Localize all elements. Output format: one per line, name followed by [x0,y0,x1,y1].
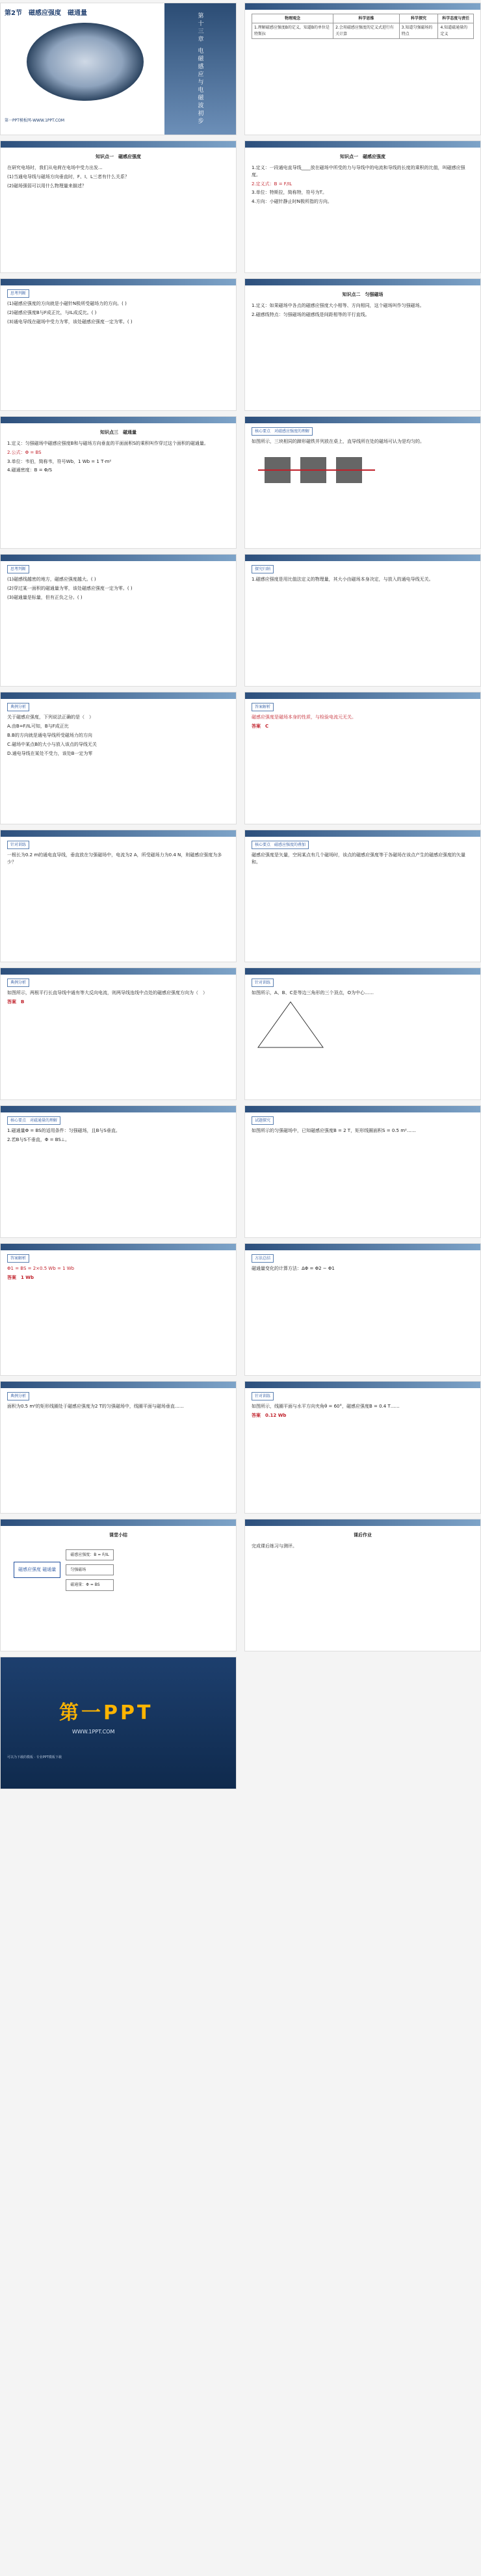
slide-bar [245,968,480,975]
slide-knowledge-1[interactable] [0,140,237,273]
slide-question: (2)磁场强弱可以用什么物理量来描述？ [7,183,86,189]
slide-question: (1)当通电导线与磁场方向垂直时，F、I、L三者有什么关系？ [7,174,129,179]
slide-inquiry[interactable] [244,1105,481,1238]
slide-tag: 典例分析 [7,979,29,987]
slide-bar [1,141,236,148]
option-item: D.通电导线在某处不受力，该处B一定为零 [7,750,93,756]
list-item: (3)磁通量是标量，但有正负之分。( ) [7,594,83,600]
slide-tag: 核心要点 对磁通量的理解 [7,1116,60,1125]
slide-example-3[interactable] [0,1381,237,1514]
slide-bar [1,692,236,699]
slide-knowledge-2[interactable] [244,278,481,411]
answer-text: 答案 B [7,999,25,1005]
slide-bar [245,279,480,285]
slide-bar [245,1382,480,1388]
slide-bar [245,1519,480,1526]
slide-bar [1,555,236,561]
slide-core-1[interactable] [244,416,481,549]
option-item: A.由B=F/IL可知，B与F成正比 [7,724,69,729]
list-item: 3.单位：韦伯，简称韦，符号Wb，1 Wb = 1 T·m² [7,458,112,464]
slide-heading: 知识点二 匀强磁场 [342,292,384,297]
slide-bar [1,417,236,423]
list-item: 1.定义：匀强磁场中磁感应强度B和与磁场方向垂直的平面面积S的乘积叫作穿过这个面积的磁通量。 [7,440,209,446]
list-item: 2.磁感线特点：匀强磁场的磁感线是间距相等的平行直线。 [252,311,370,317]
slide-training-1[interactable] [0,830,237,962]
slide-bar [245,1244,480,1250]
table-header: 科学态度与责任 [438,14,474,23]
formula-text: 2.定义式：B = F/IL [252,181,292,187]
slide-judge-1[interactable] [0,278,237,411]
slide-text: 完成课后练习与测评。 [252,1543,297,1549]
table-header: 物理观念 [252,14,333,23]
option-item: B.B的方向就是通电导线所受磁场力的方向 [7,732,92,738]
slide-text: 一根长为0.2 m的通电直导线，垂直放在匀强磁场中，电流为2 A，所受磁场力为0.4 N，则磁感应强度为多少？ [7,852,222,865]
slide-text: 如图所示，三块相同的蹄形磁铁并列放在桌上，直导线所在处的磁场可认为是均匀的。 [252,439,424,445]
slide-text: 1.磁通量Φ = BS的适用条件：匀强磁场，且B与S垂直。 [7,1128,120,1134]
slide-text: 1.磁感应强度是用比值法定义的物理量，其大小由磁场本身决定，与放入的通电导线无关。 [252,577,434,583]
list-item: (2)磁感应强度B与F成正比，与IL成反比。( ) [7,310,97,316]
slide-text: 面积为0.5 m²的矩形线圈处于磁感应强度为2 T的匀强磁场中，线圈平面与磁场垂直…… [7,1404,184,1410]
slide-training-2[interactable] [244,967,481,1100]
slide-tag: 针对训练 [7,841,29,849]
slide-tag: 思考判断 [7,565,29,573]
list-item: (1)磁感线越密的地方，磁感应强度越大。( ) [7,577,96,583]
slide-bar [245,1106,480,1112]
slide-tag: 针对训练 [252,979,274,987]
table-cell: 2.会用磁感应强度的定义式进行有关计算 [333,23,400,39]
answer-text: 答案 1 Wb [7,1275,34,1281]
slide-tag: 答案解析 [7,1254,29,1263]
slide-tag: 方法总结 [252,1254,274,1263]
slide-brand-footer[interactable] [0,1657,237,1789]
list-item: (3)通电导线在磁场中受力为零，该处磁感应强度一定为零。( ) [7,319,133,324]
slide-homework[interactable] [244,1519,481,1651]
slide-bar [1,1519,236,1526]
slide-answer-2[interactable] [0,1243,237,1376]
slide-text: 磁通量变化的计算方法：ΔΦ = Φ2 − Φ1 [252,1266,335,1272]
answer-text: 答案 C [252,724,269,729]
slide-heading: 知识点一 磁感应强度 [96,154,141,159]
slide-text: 如图所示的匀强磁场中，已知磁感应强度B = 2 T，矩形线圈面积S = 0.5 m²…… [252,1128,416,1134]
slide-heading: 课后作业 [354,1532,372,1538]
slide-bar [245,555,480,561]
slide-tag: 探究归纳 [252,565,274,573]
slide-example-2[interactable] [0,967,237,1100]
slide-text: 在研究电场时，我们从电荷在电场中受力出发... [7,164,103,170]
mindmap-center: 磁感应强度 磁通量 [14,1562,60,1578]
triangle-diagram [252,999,330,1051]
slide-knowledge-3[interactable] [0,416,237,549]
slide-text: 如图所示，A、B、C是等边三角形的三个顶点，O为中心…… [252,990,374,996]
slide-answer-1[interactable] [244,692,481,824]
slide-judge-2[interactable] [0,554,237,687]
slide-text: 磁感应强度是矢量，空间某点有几个磁场时，该点的磁感应强度等于各磁场在该点产生的磁感应强度的矢量和。 [252,852,465,865]
slide-bar [1,1244,236,1250]
slide-tag: 答案解析 [252,703,274,711]
slide-bar [1,1106,236,1112]
slide-tag: 典例分析 [7,703,29,711]
slide-bar [1,830,236,837]
slide-summary-1[interactable] [244,554,481,687]
slide-training-3[interactable] [244,1381,481,1514]
mindmap-branch: 匀强磁场 [66,1564,114,1575]
slide-cover[interactable] [0,3,237,135]
note-text: 4.方向：小磁针静止时N极所指的方向。 [252,199,332,205]
slide-bar [245,830,480,837]
slide-heading: 知识点一 磁感应强度 [340,154,385,159]
table-header: 科学探究 [399,14,438,23]
slide-text: 如图所示，线圈平面与水平方向夹角θ = 60°，磁感应强度B = 0.4 T…… [252,1404,400,1410]
mindmap [7,1543,229,1597]
triangle-shape [258,1002,323,1047]
slide-heading: 知识点三 磁通量 [100,430,136,435]
unit-text: 3.单位：特斯拉，简称特，符号为T。 [252,190,327,196]
slide-text: 关于磁感应强度，下列说法正确的是（ ） [7,715,94,720]
slide-text: Φ1 = BS = 2×0.5 Wb = 1 Wb [7,1266,75,1272]
brand-logo: 第一PPT [59,1702,153,1724]
slide-tag: 典例分析 [7,1392,29,1400]
option-item: C.磁场中某点B的大小与放入该点的导线无关 [7,741,97,747]
cover-image [27,23,144,101]
mindmap-branch: 磁通量：Φ = BS [66,1579,114,1590]
cover-title: 第2节 磁感应强度 磁通量 [5,10,87,17]
table-cell: 3.知道匀强磁场的特点 [399,23,438,39]
slide-bar [245,417,480,423]
mindmap-branch: 磁感应强度：B = F/IL [66,1549,114,1560]
slide-bar [1,968,236,975]
slide-text: 磁感应强度是磁场本身的性质，与检验电流元无关。 [252,715,356,720]
slide-tag: 思考判断 [7,289,29,298]
brand-site[interactable]: WWW.1PPT.COM [72,1729,115,1735]
slide-tag: 核心要点 磁感应强度的叠加 [252,841,309,849]
list-item: 1.定义：如果磁场中各点的磁感应强度大小相等、方向相同，这个磁场叫作匀强磁场。 [252,302,424,308]
slide-summary[interactable] [0,1519,237,1651]
slide-method[interactable] [244,1243,481,1376]
table-cell: 1.理解磁感应强度B的定义，知道B的单位是特斯拉 [252,23,333,39]
table-cell: 4.知道磁通量的定义 [438,23,474,39]
table-header: 科学思维 [333,14,400,23]
objectives-table [252,14,474,39]
list-item: 2.公式：Φ = BS [7,449,42,455]
slide-bar [1,279,236,285]
list-item: 4.磁通密度：B = Φ/S [7,467,53,473]
slide-objectives[interactable] [244,3,481,135]
brand-links[interactable]: 可以为下载的模板 · 专业PPT模板下载 [7,1755,62,1759]
list-item: (2)穿过某一面积的磁通量为零，该处磁感应强度一定为零。( ) [7,586,133,592]
slide-core-3[interactable] [0,1105,237,1238]
slide-tag: 核心要点 对磁感应强度的理解 [252,427,313,436]
slide-heading: 课堂小结 [109,1532,127,1538]
slide-knowledge-1b[interactable] [244,140,481,273]
magnet-diagram [252,447,382,493]
slide-bar [245,141,480,148]
slide-bar [245,3,480,10]
list-item: (1)磁感应强度的方向就是小磁针N极所受磁场力的方向。( ) [7,301,127,307]
slide-text: 2.若B与S不垂直，Φ = BS⊥。 [7,1137,70,1143]
slide-example-1[interactable] [0,692,237,824]
slide-tag: 试题探究 [252,1116,274,1125]
slide-bar [245,692,480,699]
answer-text: 答案 0.12 Wb [252,1413,287,1419]
cover-brand: 第一PPT模板网-WWW.1PPT.COM [5,118,65,123]
slide-core-2[interactable] [244,830,481,962]
slide-bar [1,1382,236,1388]
cover-subtitle: 第十三章 电磁感应与电磁波初步 [164,3,236,135]
slide-text: 如图所示，两根平行长直导线中通有等大反向电流，则两导线连线中点处的磁感应强度方向为（ ） [7,990,207,996]
definition-text: 1.定义：一段通电直导线____放在磁场中所受的力与导线中的电流和导线的长度的乘积的比值，叫磁感应强度。 [252,164,465,177]
slide-tag: 针对训练 [252,1392,274,1400]
